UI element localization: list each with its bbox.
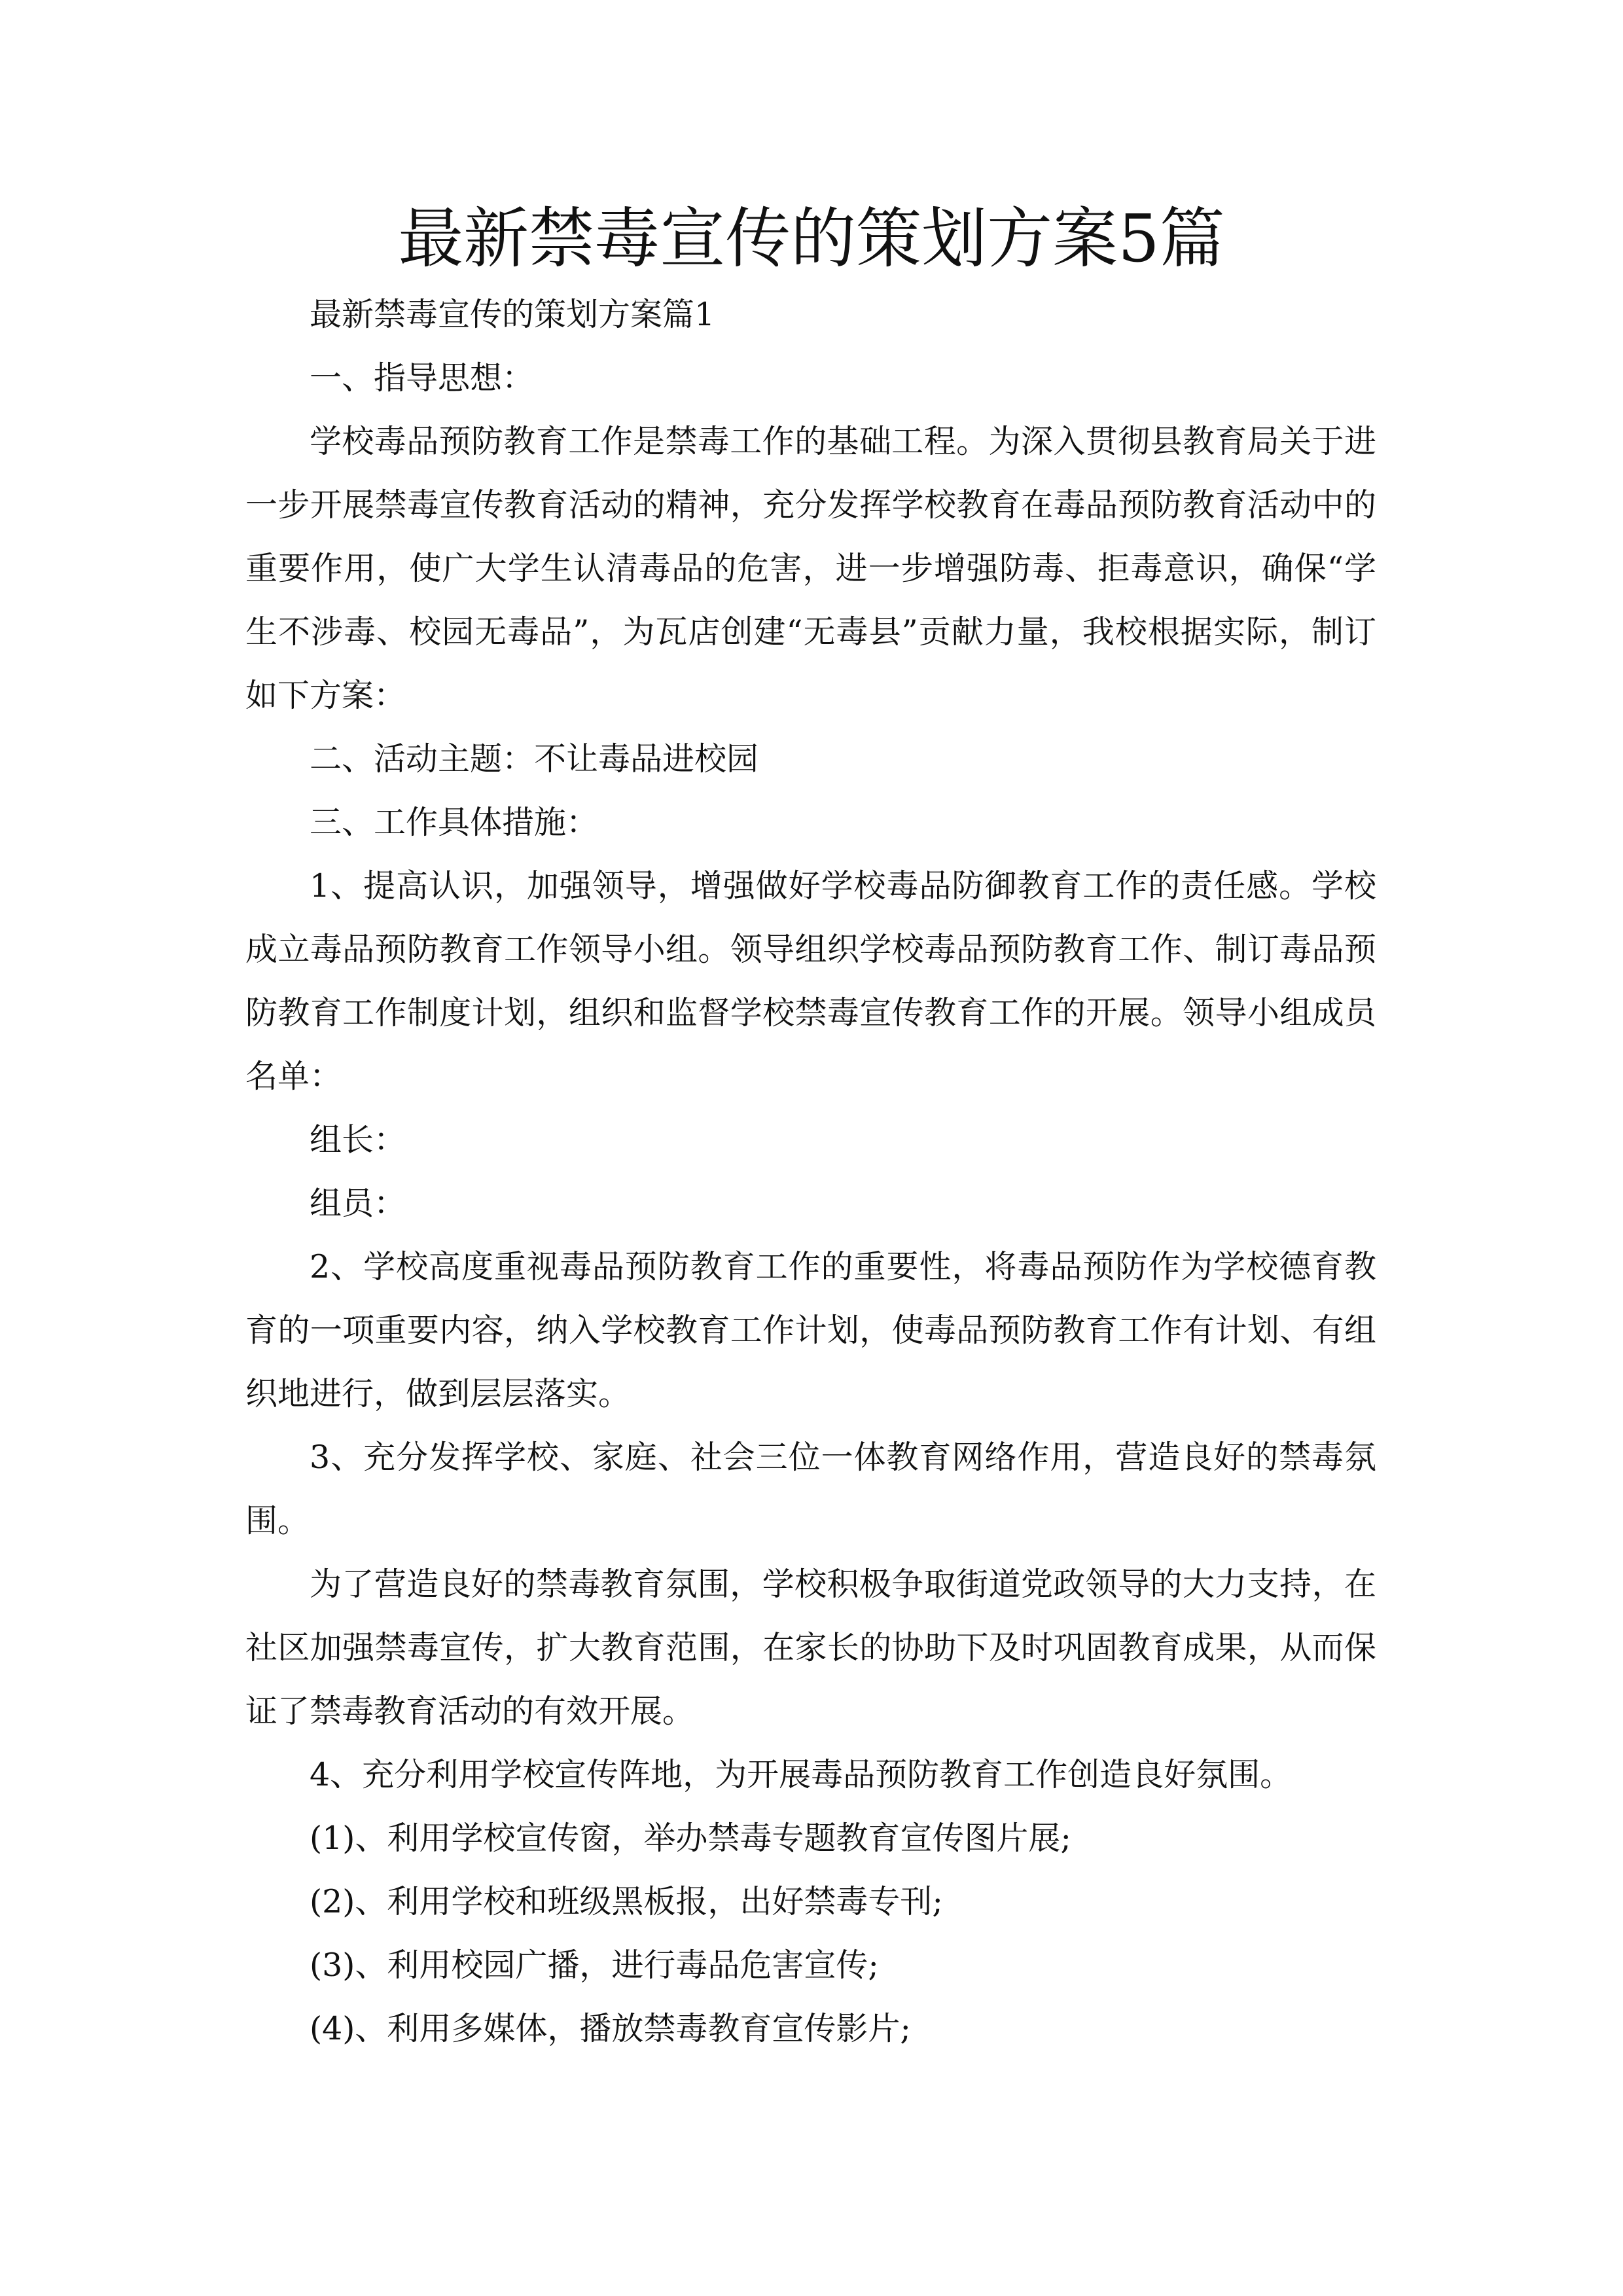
group-members-line: 组员： bbox=[310, 1185, 406, 1222]
paragraph: 2、学校高度重视毒品预防教育工作的重要性，将毒品预防作为学校德育教育的一项重要内容，纳入学校教育工作计划，使毒品预防教育工作有计划、有组织地进行，做到层层落实。 bbox=[245, 1248, 1376, 1412]
paragraph: 学校毒品预防教育工作是禁毒工作的基础工程。为深入贯彻县教育局关于进一步开展禁毒宣传教育活动的精神，充分发挥学校教育在毒品预防教育活动中的重要作用，使广大学生认清毒品的危害，进一步增强防毒、拒毒意识，确保“学生不涉毒、校园无毒品”，为瓦店创建“无毒县”贡献力量，我校根据实际，制订如下方案： bbox=[245, 423, 1376, 714]
list-item: (2)、利用学校和班级黑板报，出好禁毒专刊; bbox=[310, 1883, 943, 1920]
list-item: (1)、利用学校宣传窗，举办禁毒专题教育宣传图片展; bbox=[310, 1820, 1071, 1857]
heading-guiding-ideology: 一、指导思想： bbox=[310, 359, 535, 397]
document-title: 最新禁毒宣传的策划方案5篇 bbox=[398, 200, 1225, 277]
paragraph: 1、提高认识，加强领导，增强做好学校毒品防御教育工作的责任感。学校成立毒品预防教育工作领导小组。领导组织学校毒品预防教育工作、制订毒品预防教育工作制度计划，组织和监督学校禁毒宣传教育工作的开展。领导小组成员名单： bbox=[245, 867, 1376, 1095]
heading-measures: 三、工作具体措施： bbox=[310, 804, 599, 841]
paragraph: 4、充分利用学校宣传阵地，为开展毒品预防教育工作创造良好氛围。 bbox=[310, 1756, 1293, 1793]
paragraph: 为了营造良好的禁毒教育氛围，学校积极争取街道党政领导的大力支持，在社区加强禁毒宣传，扩大教育范围，在家长的协助下及时巩固教育成果，从而保证了禁毒教育活动的有效开展。 bbox=[245, 1566, 1376, 1730]
list-item: (3)、利用校园广播，进行毒品危害宣传; bbox=[310, 1946, 879, 1984]
paragraph: 3、充分发挥学校、家庭、社会三位一体教育网络作用，营造良好的禁毒氛围。 bbox=[245, 1439, 1376, 1539]
document-body bbox=[245, 283, 1376, 2060]
heading-activity-theme: 二、活动主题：不让毒品进校园 bbox=[310, 740, 759, 778]
section-heading: 最新禁毒宣传的策划方案篇1 bbox=[310, 296, 715, 333]
list-item: (4)、利用多媒体，播放禁毒教育宣传影片; bbox=[310, 2010, 911, 2047]
group-leader-line: 组长： bbox=[310, 1121, 406, 1158]
